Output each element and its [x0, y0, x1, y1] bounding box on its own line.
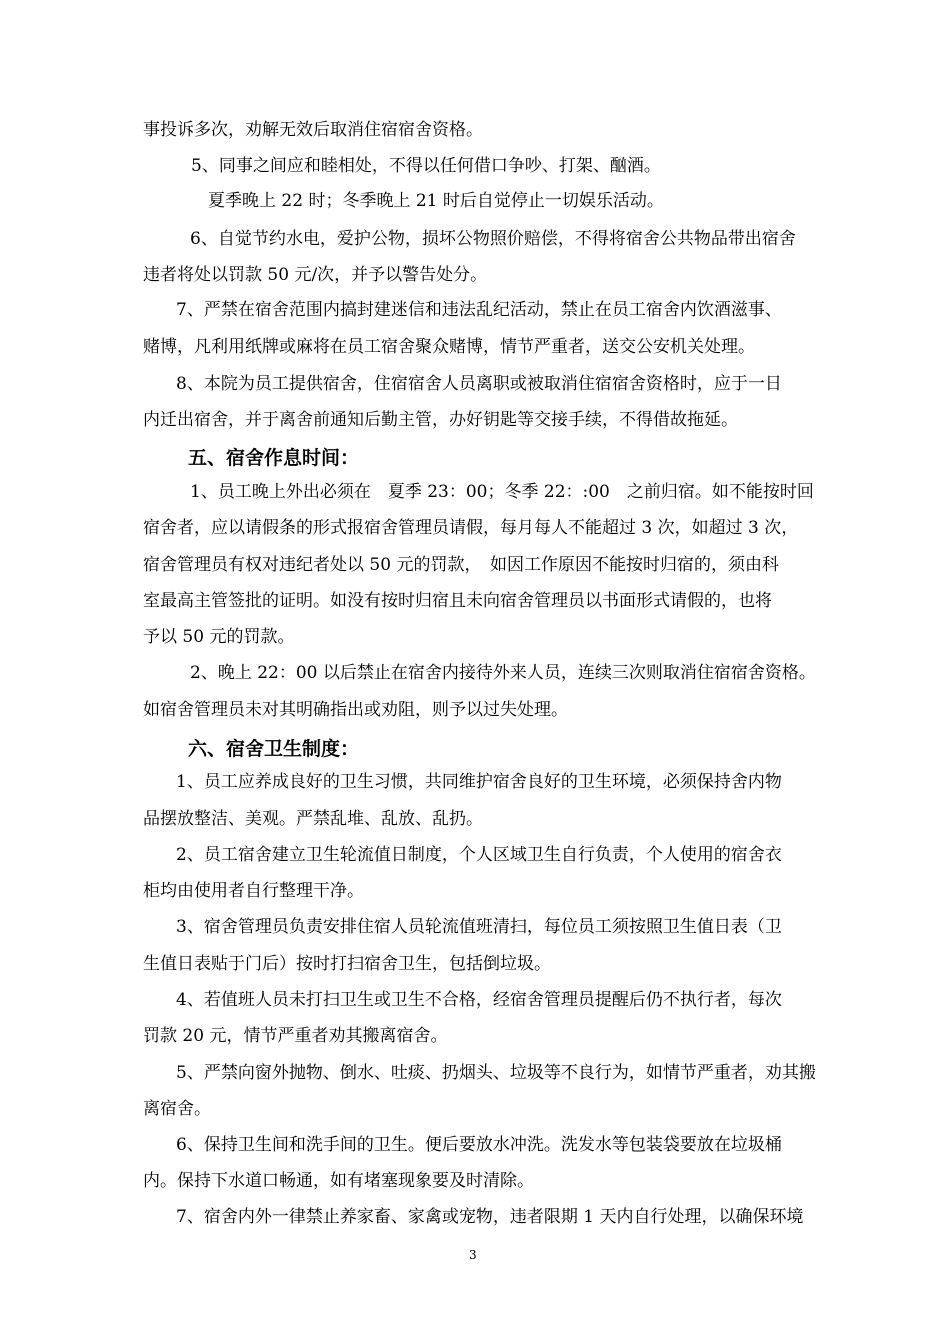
section-heading-hygiene: 六、宿舍卫生制度： — [188, 738, 360, 760]
paragraph-line: 夏季晚上 22 时；冬季晚上 21 时后自觉停止一切娱乐活动。 — [208, 191, 664, 211]
paragraph-line: 罚款 20 元，情节严重者劝其搬离宿舍。 — [143, 1026, 448, 1046]
paragraph-line: 1、员工应养成良好的卫生习惯，共同维护宿舍良好的卫生环境，必须保持舍内物 — [176, 772, 782, 792]
section-heading-rest-time: 五、宿舍作息时间： — [188, 447, 360, 469]
paragraph-line: 柜均由使用者自行整理干净。 — [143, 881, 364, 901]
paragraph-line: 离宿舍。 — [143, 1099, 211, 1119]
paragraph-line: 5、严禁向窗外抛物、倒水、吐痰、扔烟头、垃圾等不良行为，如情节严重者，劝其搬 — [176, 1063, 816, 1083]
paragraph-line: 事投诉多次，劝解无效后取消住宿宿舍资格。 — [143, 120, 483, 140]
paragraph-line: 宿舍管理员有权对违纪者处以 50 元的罚款， 如因工作原因不能按时归宿的，须由科 — [143, 555, 779, 575]
paragraph-line: 7、严禁在宿舍范围内搞封建迷信和违法乱纪活动，禁止在员工宿舍内饮酒滋事、 — [176, 300, 782, 320]
paragraph-line: 生值日表贴于门后）按时打扫宿舍卫生，包括倒垃圾。 — [143, 954, 551, 974]
paragraph-line: 2、员工宿舍建立卫生轮流值日制度，个人区域卫生自行负责，个人使用的宿舍衣 — [176, 845, 782, 865]
paragraph-line: 如宿舍管理员未对其明确指出或劝阻，则予以过失处理。 — [143, 700, 568, 720]
paragraph-line: 3、宿舍管理员负责安排住宿人员轮流值班清扫，每位员工须按照卫生值日表（卫 — [176, 917, 782, 937]
paragraph-line: 6、自觉节约水电，爱护公物，损坏公物照价赔偿，不得将宿舍公共物品带出宿舍 — [190, 229, 796, 249]
paragraph-line: 1、员工晚上外出必须在 夏季 23：00；冬季 22：:00 之前归宿。如不能按时回 — [190, 482, 814, 502]
paragraph-line: 7、宿舍内外一律禁止养家畜、家禽或宠物，违者限期 1 天内自行处理，以确保环境 — [176, 1207, 804, 1227]
paragraph-line: 赌博，凡利用纸牌或麻将在员工宿舍聚众赌博，情节严重者，送交公安机关处理。 — [143, 337, 755, 357]
paragraph-line: 8、本院为员工提供宿舍，住宿宿舍人员离职或被取消住宿宿舍资格时，应于一日 — [176, 374, 782, 394]
paragraph-line: 予以 50 元的罚款。 — [143, 627, 295, 647]
paragraph-line: 违者将处以罚款 50 元/次，并予以警告处分。 — [143, 265, 488, 285]
paragraph-line: 5、同事之间应和睦相处，不得以任何借口争吵、打架、酗酒。 — [191, 156, 661, 176]
paragraph-line: 内。保持下水道口畅通，如有堵塞现象要及时清除。 — [143, 1171, 534, 1191]
paragraph-line: 2、晚上 22：00 以后禁止在宿舍内接待外来人员，连续三次则取消住宿宿舍资格。 — [190, 663, 816, 683]
paragraph-line: 4、若值班人员未打扫卫生或卫生不合格，经宿舍管理员提醒后仍不执行者，每次 — [176, 990, 782, 1010]
page-number: 3 — [469, 1248, 477, 1262]
paragraph-line: 宿舍者，应以请假条的形式报宿舍管理员请假，每月每人不能超过 3 次，如超过 3 次， — [143, 518, 799, 538]
paragraph-line: 6、保持卫生间和洗手间的卫生。便后要放水冲洗。洗发水等包装袋要放在垃圾桶 — [176, 1135, 782, 1155]
paragraph-line: 品摆放整洁、美观。严禁乱堆、乱放、乱扔。 — [143, 809, 483, 829]
paragraph-line: 内迁出宿舍，并于离舍前通知后勤主管，办好钥匙等交接手续，不得借故拖延。 — [143, 410, 738, 430]
paragraph-line: 室最高主管签批的证明。如没有按时归宿且未向宿舍管理员以书面形式请假的，也将 — [143, 591, 772, 611]
